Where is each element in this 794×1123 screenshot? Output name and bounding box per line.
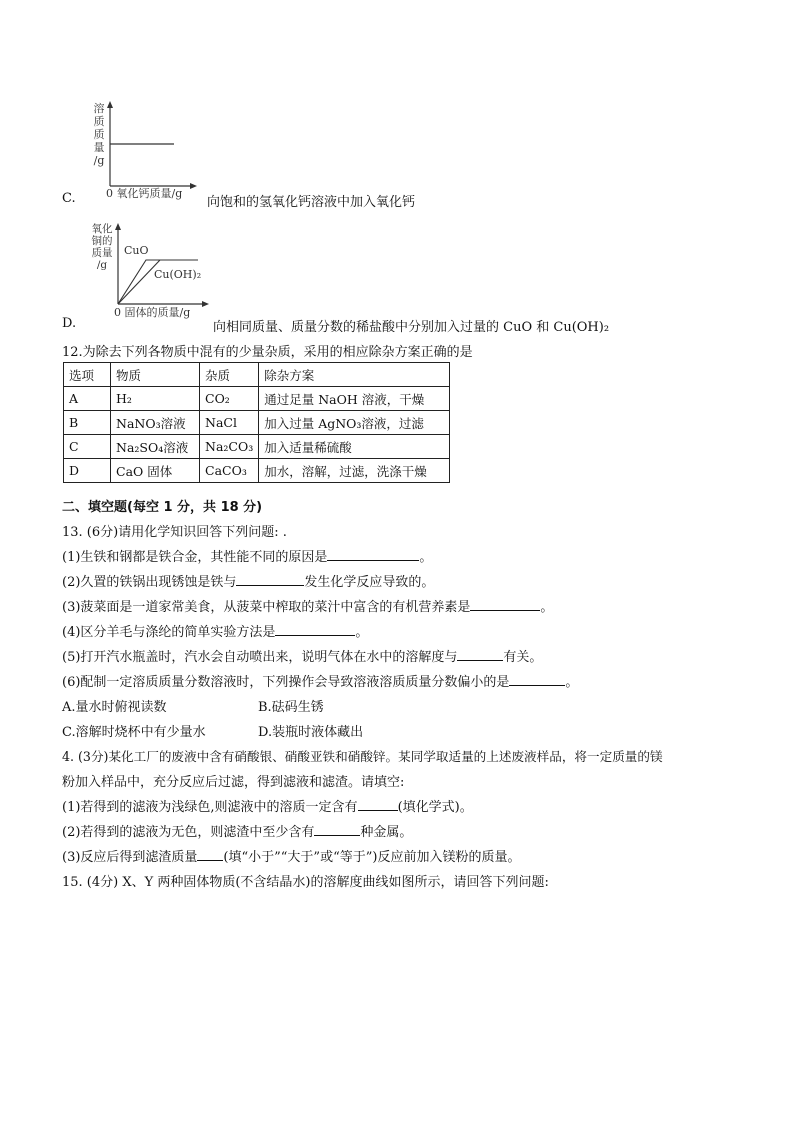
q14-stem-2: 粉加入样品中，充分反应后过滤，得到滤液和滤渣。请填空: — [62, 775, 405, 790]
table-cell: NaNO₃溶液 — [111, 411, 200, 435]
answer-blank[interactable] — [275, 623, 355, 636]
graph-d-curve1-label: CuO — [124, 244, 149, 257]
table-header: 物质 — [111, 363, 200, 387]
q13-stem: 13. (6分)请用化学知识回答下列问题: . — [62, 525, 287, 540]
table-cell: NaCl — [200, 411, 259, 435]
option-c-label: C. — [62, 191, 76, 206]
graph-d-ylabel-2: 铜的 — [91, 235, 113, 247]
table-cell: CO₂ — [200, 387, 259, 411]
option-d-label: D. — [62, 316, 77, 331]
graph-c-ylabel-4: 量 — [93, 141, 105, 154]
table-cell: 加入适量稀硫酸 — [259, 435, 450, 459]
graph-d-curve-cuo — [118, 260, 198, 304]
option-d-caption: 向相同质量、质量分数的稀盐酸中分别加入过量的 CuO 和 Cu(OH)₂ — [213, 320, 610, 335]
q13-item-1: (1)生铁和钢都是铁合金，其性能不同的原因是 。 — [62, 550, 433, 565]
answer-blank[interactable] — [327, 548, 419, 561]
graph-d — [88, 222, 210, 322]
q14-item-1: (1)若得到的滤液为浅绿色,则滤液中的溶质一定含有 (填化学式)。 — [62, 800, 473, 815]
q14-item-3: (3)反应后得到滤渣质量 (填“小于”“大于”或“等于”)反应前加入镁粉的质量。 — [62, 850, 521, 865]
graph-d-xlabel: 0 固体的质量/g — [114, 306, 191, 319]
q13-choice-b: B.砝码生锈 — [258, 700, 324, 715]
q13-choice-c: C.溶解时烧杯中有少量水 — [62, 725, 206, 740]
table-header: 除杂方案 — [259, 363, 450, 387]
table-cell: CaCO₃ — [200, 459, 259, 483]
table-row — [64, 435, 450, 459]
graph-c — [88, 100, 198, 200]
table-header: 杂质 — [200, 363, 259, 387]
table-cell: 通过足量 NaOH 溶液，干燥 — [259, 387, 450, 411]
table-cell: H₂ — [111, 387, 200, 411]
table-row — [64, 459, 450, 483]
answer-blank[interactable] — [358, 798, 398, 811]
q15-stem: 15. (4分) X、Y 两种固体物质(不含结晶水)的溶解度曲线如图所示，请回答下列问题: — [62, 875, 549, 890]
graph-d-curve2-label: Cu(OH)₂ — [154, 268, 202, 281]
graph-d-ylabel-1: 氧化 — [91, 223, 113, 235]
q13-item-4: (4)区分羊毛与涤纶的简单实验方法是 。 — [62, 625, 369, 640]
answer-blank[interactable] — [314, 823, 360, 836]
table-cell: C — [64, 435, 111, 459]
graph-c-ylabel-2: 质 — [93, 115, 105, 128]
table-row — [64, 387, 450, 411]
table-header-row — [64, 363, 450, 387]
answer-blank[interactable] — [470, 598, 540, 611]
graph-d-ylabel-4: /g — [96, 259, 108, 271]
table-cell: 加入过量 AgNO₃溶液，过滤 — [259, 411, 450, 435]
section-title: 二、填空题(每空 1 分，共 18 分) — [62, 500, 263, 515]
graph-d-curve-cuoh2 — [118, 260, 160, 304]
table-cell: 加水，溶解，过滤，洗涤干燥 — [259, 459, 450, 483]
q12-stem: 12.为除去下列各物质中混有的少量杂质，采用的相应除杂方案正确的是 — [62, 345, 473, 360]
q13-item-5: (5)打开汽水瓶盖时，汽水会自动喷出来，说明气体在水中的溶解度与 有关。 — [62, 650, 543, 665]
table-header: 选项 — [64, 363, 111, 387]
answer-blank[interactable] — [197, 848, 223, 861]
q13-choice-a: A.量水时俯视读数 — [62, 700, 167, 715]
q13-item-3: (3)菠菜面是一道家常美食，从菠菜中榨取的菜汁中富含的有机营养素是 。 — [62, 600, 554, 615]
option-c-caption: 向饱和的氢氧化钙溶液中加入氧化钙 — [207, 195, 416, 210]
table-cell: A — [64, 387, 111, 411]
q12-table — [63, 362, 450, 483]
table-cell: D — [64, 459, 111, 483]
q13-item-6: (6)配制一定溶质质量分数溶液时，下列操作会导致溶液溶质质量分数偏小的是 。 — [62, 675, 579, 690]
q13-item-2: (2)久置的铁锅出现锈蚀是铁与 发生化学反应导致的。 — [62, 575, 435, 590]
q14-stem-1: 4. (3分)某化工厂的废液中含有硝酸银、硝酸亚铁和硝酸锌。某同学取适量的上述废液样品，将一定质量的镁 — [62, 749, 663, 764]
answer-blank[interactable] — [509, 673, 565, 686]
graph-c-ylabel-1: 溶 — [93, 102, 105, 115]
graph-c-ylabel-3: 质 — [93, 128, 105, 141]
table-cell: CaO 固体 — [111, 459, 200, 483]
graph-c-ylabel-5: /g — [93, 154, 105, 167]
table-row — [64, 411, 450, 435]
answer-blank[interactable] — [457, 648, 503, 661]
table-cell: Na₂SO₄溶液 — [111, 435, 200, 459]
table-cell: B — [64, 411, 111, 435]
answer-blank[interactable] — [236, 573, 304, 586]
graph-c-xlabel: 0 氧化钙质量/g — [106, 187, 183, 200]
table-cell: Na₂CO₃ — [200, 435, 259, 459]
q13-choice-d: D.装瓶时液体藏出 — [258, 725, 364, 740]
graph-d-ylabel-3: 质量 — [91, 247, 113, 259]
q14-item-2: (2)若得到的滤液为无色，则滤渣中至少含有 种金属。 — [62, 825, 413, 840]
